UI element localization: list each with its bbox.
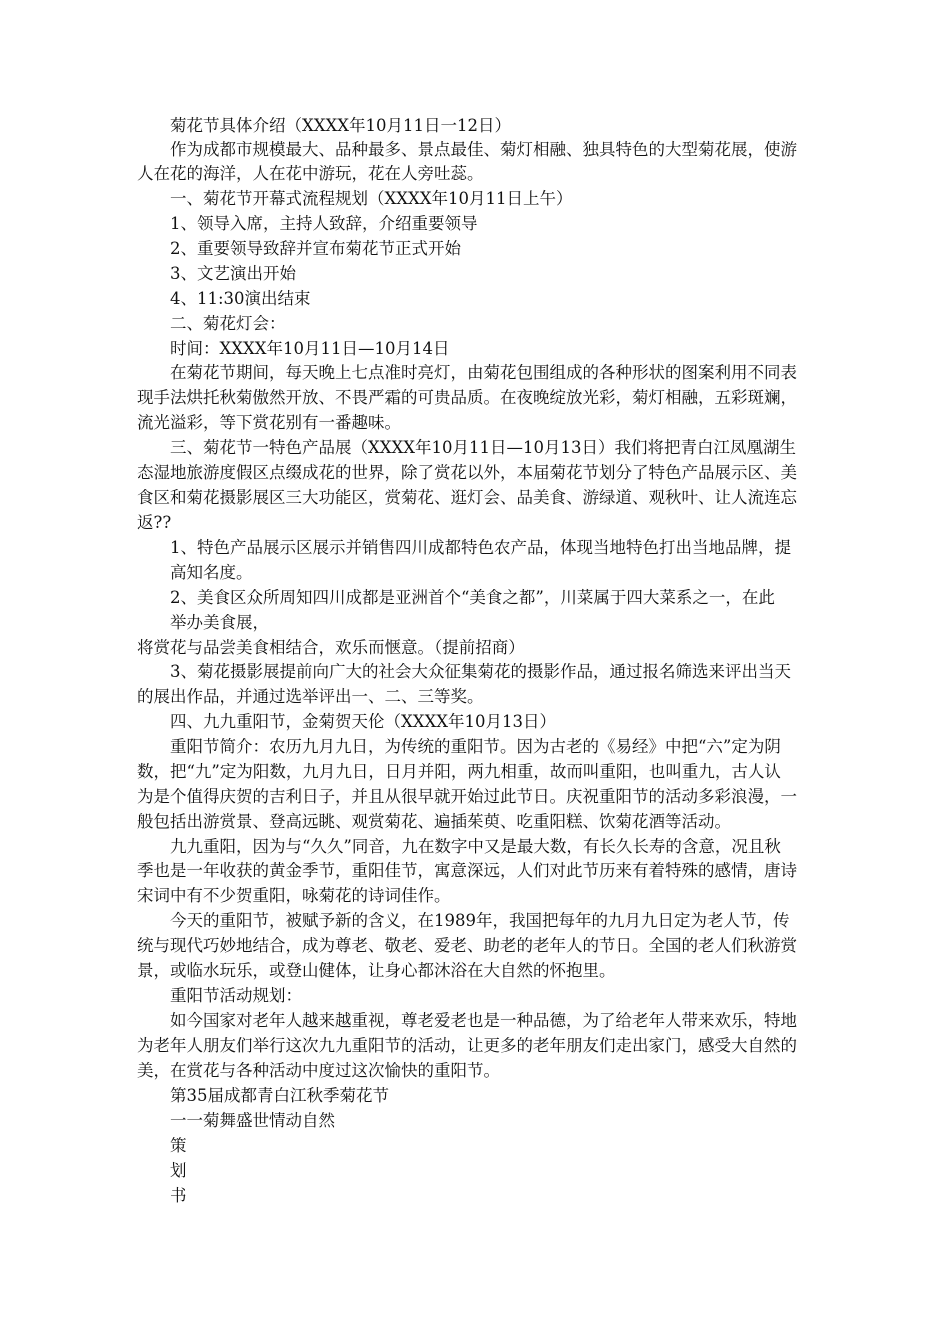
footer-subtitle: 一一菊舞盛世情动自然 [170, 1111, 335, 1130]
list-item: 2、重要领导致辞并宣布菊花节正式开始 [170, 239, 461, 258]
list-item: 3、菊花摄影展提前向广大的社会大众征集菊花的摄影作品，通过报名筛选来评出当天 [170, 662, 791, 681]
paragraph-line: 食区和菊花摄影展区三大功能区，赏菊花、逛灯会、品美食、游绿道、观秋叶、让人流连忘 [137, 488, 797, 507]
paragraph-line: 季也是一年收获的黄金季节，重阳佳节，寓意深远，人们对此节历来有着特殊的感情，唐诗 [137, 861, 797, 880]
list-item: 1、特色产品展示区展示并销售四川成都特色农产品，体现当地特色打出当地品牌，提 [170, 538, 791, 557]
paragraph-line: 美，在赏花与各种活动中度过这次愉快的重阳节。 [137, 1061, 500, 1080]
footer-vertical-char: 划 [170, 1161, 187, 1180]
paragraph-line: 数，把“九”定为阳数，九月九日，日月并阳，两九相重，故而叫重阳，也叫重九，古人认 [137, 762, 781, 781]
list-item: 举办美食展， [170, 613, 269, 632]
paragraph-line: 今天的重阳节，被赋予新的含义，在1989年，我国把每年的九月九日定为老人节，传 [170, 911, 790, 930]
paragraph-line: 现手法烘托秋菊傲然开放、不畏严霜的可贵品质。在夜晚绽放光彩，菊灯相融，五彩斑斓， [137, 388, 797, 407]
footer-vertical-char: 策 [170, 1136, 187, 1155]
paragraph-line: 为老年人朋友们举行这次九九重阳节的活动，让更多的老年朋友们走出家门，感受大自然的 [137, 1036, 797, 1055]
footer-title: 第35届成都青白江秋季菊花节 [170, 1086, 389, 1105]
paragraph-line: 流光溢彩，等下赏花别有一番趣味。 [137, 413, 401, 432]
paragraph-line: 作为成都市规模最大、品种最多、景点最佳、菊灯相融、独具特色的大型菊花展，使游 [170, 140, 797, 159]
list-item: 1、领导入席，主持人致辞，介绍重要领导 [170, 214, 478, 233]
paragraph-line: 将赏花与品尝美食相结合，欢乐而惬意。（提前招商） [137, 638, 525, 657]
paragraph-line: 宋词中有不少贺重阳，咏菊花的诗词佳作。 [137, 886, 451, 905]
footer-vertical-char: 书 [170, 1186, 187, 1205]
paragraph-line: 为是个值得庆贺的吉利日子，并且从很早就开始过此节日。庆祝重阳节的活动多彩浪漫，一 [137, 787, 797, 806]
list-item: 4、11:30演出结束 [170, 289, 311, 308]
paragraph-line: 重阳节简介：农历九月九日，为传统的重阳节。因为古老的《易经》中把“六”定为阴 [170, 737, 781, 756]
paragraph-line: 九九重阳，因为与“久久”同音，九在数字中又是最大数，有长久长寿的含意，况且秋 [170, 837, 781, 856]
paragraph-line: 统与现代巧妙地结合，成为尊老、敬老、爱老、助老的老年人的节日。全国的老人们秋游赏 [137, 936, 797, 955]
list-item: 3、文艺演出开始 [170, 264, 296, 283]
paragraph-line: 时间：XXXX年10月11日—10月14日 [170, 339, 450, 358]
paragraph-line: 返?? [137, 513, 172, 532]
paragraph-line: 态湿地旅游度假区点缀成花的世界，除了赏花以外，本届菊花节划分了特色产品展示区、美 [137, 463, 797, 482]
section-heading: 一、菊花节开幕式流程规划（XXXX年10月11日上午） [170, 189, 573, 208]
section-heading: 二、菊花灯会： [170, 314, 286, 333]
list-item: 高知名度。 [170, 563, 253, 582]
title-line: 菊花节具体介绍（XXXX年10月11日一12日） [170, 116, 511, 135]
paragraph-line: 景，或临水玩乐，或登山健体，让身心都沐浴在大自然的怀抱里。 [137, 961, 616, 980]
paragraph-line: 如今国家对老年人越来越重视，尊老爱老也是一种品德，为了给老年人带来欢乐，特地 [170, 1011, 797, 1030]
paragraph-line: 般包括出游赏景、登高远眺、观赏菊花、遍插茱萸、吃重阳糕、饮菊花酒等活动。 [137, 812, 731, 831]
paragraph-line: 人在花的海洋，人在花中游玩，花在人旁吐蕊。 [137, 164, 484, 183]
section-heading: 重阳节活动规划： [170, 986, 302, 1005]
list-item: 2、美食区众所周知四川成都是亚洲首个“美食之都”，川菜属于四大菜系之一，在此 [170, 588, 775, 607]
section-heading: 三、菊花节一特色产品展（XXXX年10月11日—10月13日）我们将把青白江凤凰湖生 [170, 438, 796, 457]
paragraph-line: 的展出作品，并通过选举评出一、二、三等奖。 [137, 687, 484, 706]
paragraph-line: 在菊花节期间，每天晚上七点准时亮灯，由菊花包围组成的各种形状的图案利用不同表 [170, 363, 797, 382]
section-heading: 四、九九重阳节，金菊贺天伦（XXXX年10月13日） [170, 712, 556, 731]
